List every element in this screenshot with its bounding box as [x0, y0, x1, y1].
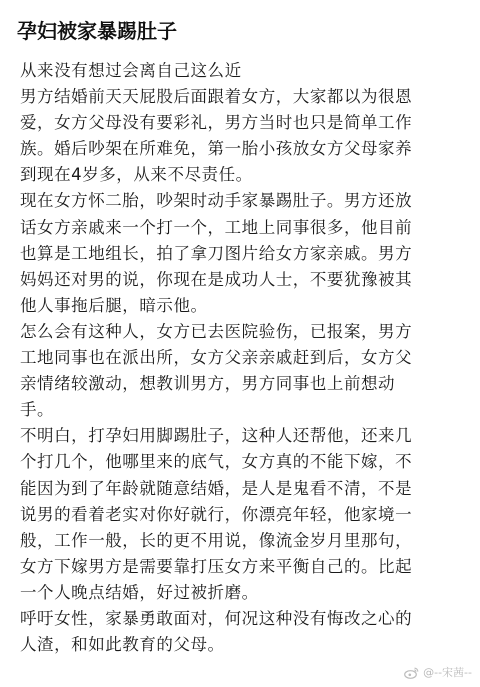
text-line: 个打几个，他哪里来的底气，女方真的不能下嫁，不 [20, 452, 413, 472]
text-line: 般，工作一般，长的更不用说，像流金岁月里那句， [20, 530, 413, 550]
text-line: 爱，女方父母没有要彩礼，男方当时也只是简单工作 [20, 113, 413, 133]
paragraph [20, 58, 466, 188]
text-line: 族。婚后吵架在所难免，第一胎小孩放女方父母家养 [20, 139, 413, 159]
post-body [20, 58, 466, 658]
text-line: 到现在4岁多，从来不尽责任。 [20, 165, 253, 185]
text-line: 怎么会有这种人，女方已去医院验伤，已报案，男方 [20, 321, 413, 341]
weibo-watermark [404, 666, 472, 680]
text-line: 话女方亲戚来一个打一个，工地上同事很多，他目前 [20, 217, 413, 237]
text-line: 呼吁女性，家暴勇敢面对，何况这种没有悔改之心的 [20, 608, 413, 628]
paragraph [20, 606, 466, 658]
text-line: 手。 [20, 400, 55, 420]
text-line: 从来没有想过会离自己这么近 [20, 61, 242, 80]
paragraph [20, 319, 466, 423]
text-line: 不明白，打孕妇用脚踢肚子，这种人还帮他，还来几 [20, 426, 413, 446]
post-title: 孕妇被家暴踢肚子 [17, 19, 177, 43]
text-line: 人渣，和如此教育的父母。 [20, 635, 225, 655]
text-line: 妈妈还对男的说，你现在是成功人士，不要犹豫被其 [20, 269, 413, 289]
text-line: 现在女方怀二胎，吵架时动手家暴踢肚子。男方还放 [20, 191, 413, 211]
text-line: 亲情绪较激动，想教训男方，男方同事也上前想动 [20, 374, 396, 394]
watermark-text: @--宋茜-- [423, 666, 472, 679]
text-line: 他人事拖后腿，暗示他。 [20, 295, 208, 315]
text-line: 说男的看着老实对你好就行，你漂亮年轻，他家境一 [20, 504, 413, 524]
text-line: 一个人晚点结婚，好过被折磨。 [20, 582, 259, 602]
weibo-logo-icon [404, 667, 419, 679]
paragraph [20, 188, 466, 318]
text-line: 工地同事也在派出所，女方父亲亲戚赶到后，女方父 [20, 348, 413, 368]
text-line: 女方下嫁男方是需要靠打压女方来平衡自己的。比起 [20, 556, 413, 576]
text-line: 也算是工地组长，拍了拿刀图片给女方家亲戚。男方 [20, 243, 413, 263]
text-line: 能因为到了年龄就随意结婚，是人是鬼看不清，不是 [20, 478, 413, 498]
paragraph [20, 423, 466, 606]
text-line: 男方结婚前天天屁股后面跟着女方，大家都以为很恩 [20, 87, 413, 107]
